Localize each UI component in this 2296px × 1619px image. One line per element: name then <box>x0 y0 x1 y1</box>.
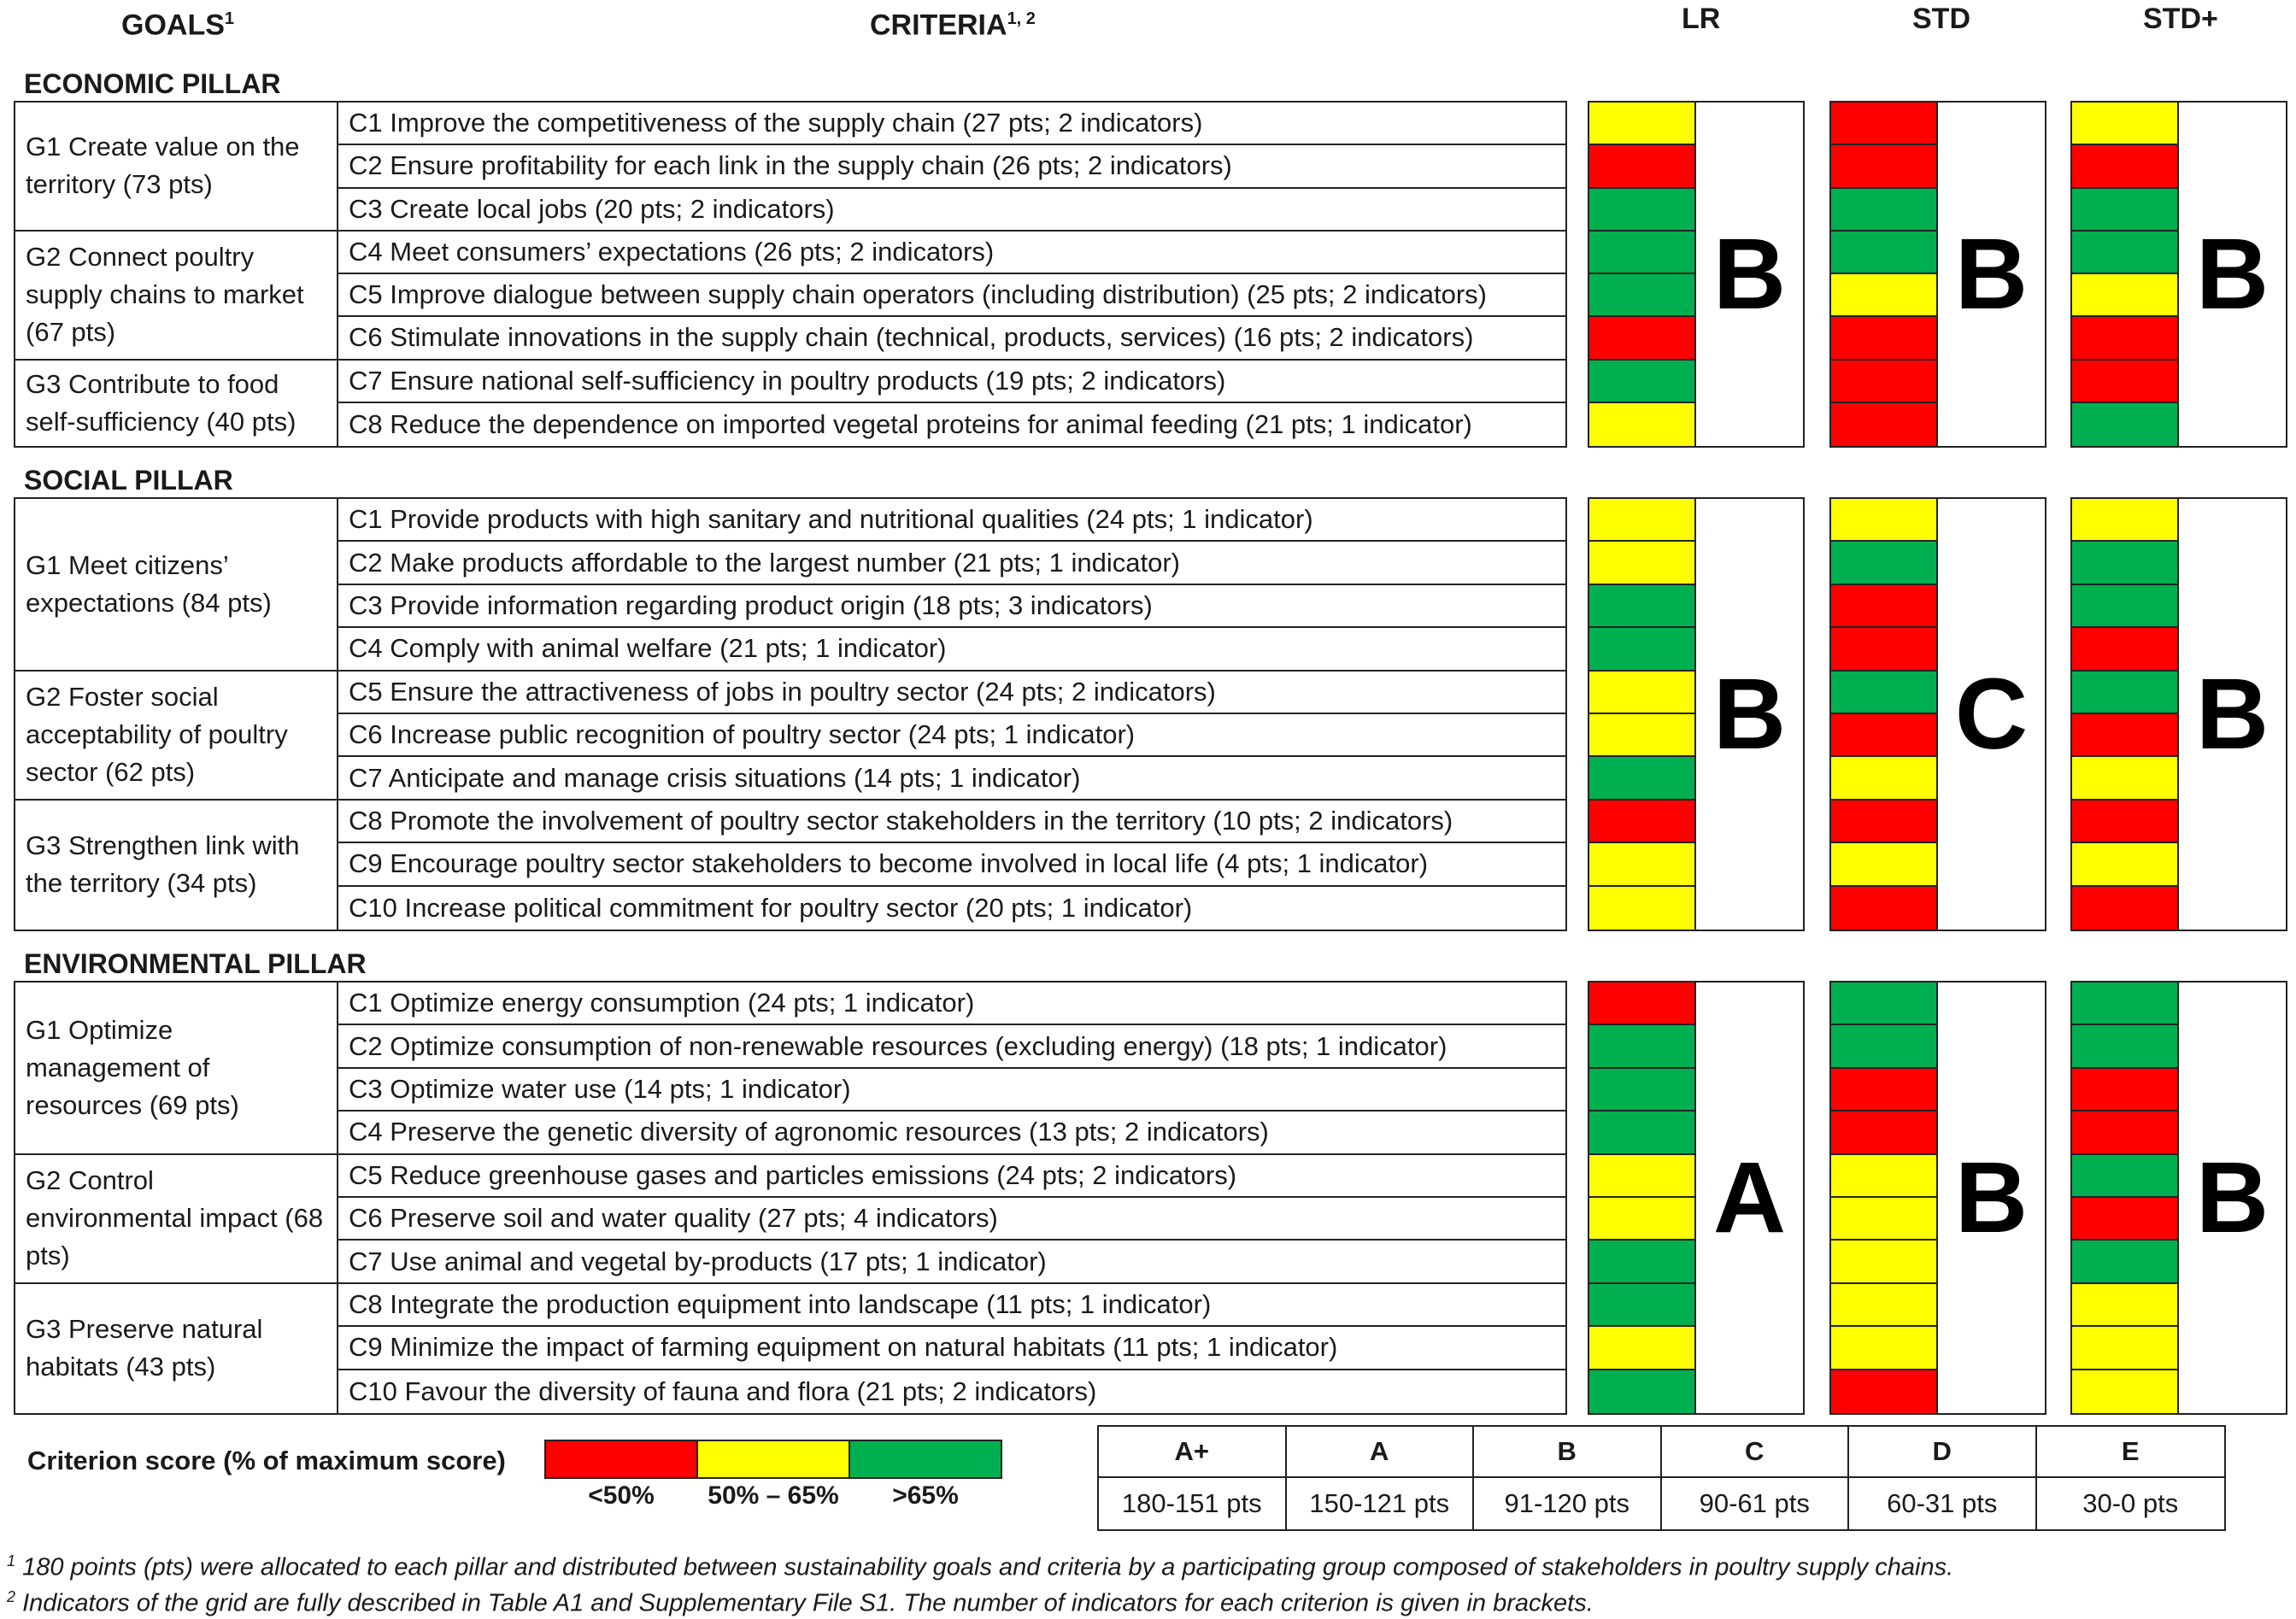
score-cell-yellow <box>2072 103 2179 145</box>
lr-score-column <box>1588 981 1805 1415</box>
grade-letter: C <box>1954 658 2029 771</box>
footnote-1: $^1$ 180 points (pts) were allocated to each pillar and distributed between sustainability goals and criteria by a participating group composed of stakeholders in poultry supply chains. <box>7 1552 1954 1581</box>
lr-header: LR <box>1682 3 1721 35</box>
pillar-title: ENVIRONMENTAL PILLAR <box>24 948 367 979</box>
legend-caption: 50% – 65% <box>708 1481 839 1510</box>
score-cell-green <box>1831 983 1938 1025</box>
score-cell-red <box>2072 361 2179 403</box>
grade-range: 60-31 pts <box>1849 1478 2037 1529</box>
score-cell-yellow <box>1589 887 1696 930</box>
grade-header: D <box>1849 1427 2037 1478</box>
score-cell-yellow <box>1831 274 1938 317</box>
std-score-column <box>1829 497 2046 931</box>
criterion-row: C7 Use animal and vegetal by-products (17 pts; 1 indicator) <box>338 1241 1565 1283</box>
score-cell-green <box>2072 983 2179 1025</box>
score-cell-red <box>1831 714 1938 757</box>
criterion-row: C4 Preserve the genetic diversity of agronomic resources (13 pts; 2 indicators) <box>338 1112 1565 1154</box>
grade-letter: B <box>1712 218 1787 331</box>
score-cell-green <box>2072 585 2179 628</box>
goal-cell: G1 Optimize management of resources (69 pts) <box>15 983 338 1155</box>
score-cell-red <box>1831 1370 1938 1413</box>
grade-header: A <box>1287 1427 1475 1478</box>
grade-range: 150-121 pts <box>1287 1478 1475 1529</box>
criterion-row: C2 Optimize consumption of non-renewable resources (excluding energy) (18 pts; 1 indicator) <box>338 1025 1565 1068</box>
goal-cell: G2 Foster social acceptability of poultry sector (62 pts) <box>15 672 338 801</box>
score-cell-red <box>1831 145 1938 188</box>
criterion-row: C6 Stimulate innovations in the supply chain (technical, products, services) (16 pts; 2 indicators) <box>338 317 1565 360</box>
score-cell-yellow <box>2072 757 2179 800</box>
legend-caption: >65% <box>892 1481 959 1510</box>
score-cell-green <box>1589 274 1696 317</box>
grade-letter: B <box>2195 658 2270 771</box>
score-cell-yellow <box>1831 1327 1938 1370</box>
score-cell-yellow <box>1831 1155 1938 1198</box>
score-cell-yellow <box>1589 542 1696 584</box>
grade-header: B <box>1474 1427 1662 1478</box>
criterion-row: C8 Promote the involvement of poultry sector stakeholders in the territory (10 pts; 2 indicators) <box>338 801 1565 843</box>
score-cell-red <box>2072 1198 2179 1241</box>
score-cell-red <box>1831 317 1938 360</box>
criterion-row: C1 Provide products with high sanitary and nutritional qualities (24 pts; 1 indicator) <box>338 499 1565 542</box>
grade-header: C <box>1662 1427 1850 1478</box>
score-cell-red <box>2072 887 2179 930</box>
score-cell-red <box>1831 361 1938 403</box>
score-cell-red <box>1589 983 1696 1025</box>
criterion-row: C5 Reduce greenhouse gases and particles emissions (24 pts; 2 indicators) <box>338 1155 1565 1198</box>
goal-cell: G3 Preserve natural habitats (43 pts) <box>15 1284 338 1413</box>
criterion-row: C2 Ensure profitability for each link in the supply chain (26 pts; 2 indicators) <box>338 145 1565 188</box>
score-cell-yellow <box>2072 1327 2179 1370</box>
grade-letter: B <box>1712 658 1787 771</box>
grade-range: 30-0 pts <box>2082 1488 2179 1518</box>
legend-label: Criterion score (% of maximum score) <box>27 1446 506 1475</box>
criterion-row: C10 Increase political commitment for poultry sector (20 pts; 1 indicator) <box>349 892 1193 923</box>
score-cell-yellow <box>1589 103 1696 145</box>
score-cell-green <box>2072 1241 2179 1283</box>
score-cell-red <box>1589 801 1696 843</box>
legend-swatch-green <box>849 1440 1002 1479</box>
grade-table <box>1097 1425 2226 1531</box>
score-cell-red <box>2072 628 2179 671</box>
criterion-row: C8 Reduce the dependence on imported vegetal proteins for animal feeding (21 pts; 1 indicator) <box>349 408 1472 439</box>
std-header: STD <box>1912 3 1970 35</box>
score-cell-green <box>2072 403 2179 446</box>
score-cell-green <box>2072 1025 2179 1068</box>
pillar-title: ECONOMIC PILLAR <box>24 68 281 99</box>
score-cell-yellow <box>1589 714 1696 757</box>
criterion-row: C9 Minimize the impact of farming equipment on natural habitats (11 pts; 1 indicator) <box>338 1327 1565 1370</box>
score-cell-green <box>1831 232 1938 274</box>
criterion-row: C4 Meet consumers’ expectations (26 pts; 2 indicators) <box>338 232 1565 274</box>
goal-cell: G3 Contribute to food self-sufficiency (40 pts) <box>15 361 338 447</box>
criterion-row: C1 Improve the competitiveness of the supply chain (27 pts; 2 indicators) <box>338 103 1565 145</box>
stdplus-score-column <box>2070 101 2287 448</box>
grade-letter: A <box>1712 1141 1787 1254</box>
criteria-table <box>14 497 1567 931</box>
criterion-row: C8 Integrate the production equipment into landscape (11 pts; 1 indicator) <box>338 1284 1565 1327</box>
score-cell-green <box>2072 189 2179 232</box>
std-score-column <box>1829 981 2046 1415</box>
score-cell-red <box>2072 1112 2179 1154</box>
criteria-table <box>14 981 1567 1415</box>
score-cell-red <box>1831 887 1938 930</box>
score-cell-yellow <box>1589 1155 1696 1198</box>
criteria-header: CRITERIA$^{1, 2}$ <box>870 9 1036 42</box>
score-cell-green <box>1831 542 1938 584</box>
score-cell-green <box>1589 1112 1696 1154</box>
score-cell-red <box>1589 317 1696 360</box>
score-cell-green <box>1589 1284 1696 1327</box>
score-cell-yellow <box>1589 1198 1696 1241</box>
score-cell-yellow <box>1831 757 1938 800</box>
score-cell-yellow <box>1589 843 1696 886</box>
score-cell-red <box>1831 403 1938 446</box>
goals-header: GOALS$^1$ <box>121 9 235 42</box>
score-cell-yellow <box>1589 1327 1696 1370</box>
score-cell-green <box>1589 757 1696 800</box>
score-cell-yellow <box>1831 1284 1938 1327</box>
score-cell-yellow <box>1589 672 1696 714</box>
score-cell-green <box>1589 1069 1696 1112</box>
grade-header: E <box>2037 1427 2225 1478</box>
criterion-row: C6 Preserve soil and water quality (27 pts; 4 indicators) <box>338 1198 1565 1241</box>
criterion-row: C1 Optimize energy consumption (24 pts; 1 indicator) <box>338 983 1565 1025</box>
score-cell-green <box>2072 232 2179 274</box>
score-cell-red <box>2072 145 2179 188</box>
grade-letter: B <box>1954 1141 2029 1254</box>
score-cell-green <box>2072 1155 2179 1198</box>
score-cell-yellow <box>1589 499 1696 542</box>
score-cell-green <box>1589 189 1696 232</box>
score-cell-red <box>1831 628 1938 671</box>
criterion-row: C5 Improve dialogue between supply chain operators (including distribution) (25 pts; 2 indicators) <box>338 274 1565 317</box>
goal-cell: G3 Strengthen link with the territory (34 pts) <box>15 801 338 930</box>
goal-cell: G1 Create value on the territory (73 pts) <box>15 103 338 232</box>
legend-caption: <50% <box>588 1481 655 1510</box>
goal-cell: G2 Control environmental impact (68 pts) <box>15 1155 338 1284</box>
score-cell-green <box>1589 1241 1696 1283</box>
stdplus-header: STD+ <box>2143 3 2218 35</box>
footnote-2: $^2$ Indicators of the grid are fully described in Table A1 and Supplementary File S1. The number of indicators for each criterion is given in brackets. <box>7 1588 1594 1617</box>
score-cell-yellow <box>1831 1198 1938 1241</box>
grade-letter: B <box>1954 218 2029 331</box>
score-cell-green <box>1589 232 1696 274</box>
score-cell-red <box>1831 1112 1938 1154</box>
grade-letter: B <box>2195 1141 2270 1254</box>
score-cell-red <box>1831 1069 1938 1112</box>
score-cell-yellow <box>1831 843 1938 886</box>
score-cell-yellow <box>2072 843 2179 886</box>
legend-swatch-red <box>544 1440 698 1479</box>
criterion-row: C9 Encourage poultry sector stakeholders to become involved in local life (4 pts; 1 indicator) <box>338 843 1565 886</box>
criterion-row: C7 Ensure national self-sufficiency in poultry products (19 pts; 2 indicators) <box>338 361 1565 403</box>
score-cell-red <box>2072 1069 2179 1112</box>
score-cell-green <box>1589 628 1696 671</box>
score-cell-yellow <box>1589 403 1696 446</box>
criterion-row: C5 Ensure the attractiveness of jobs in poultry sector (24 pts; 2 indicators) <box>338 672 1565 714</box>
score-cell-green <box>1831 189 1938 232</box>
lr-score-column <box>1588 101 1805 448</box>
criterion-row: C2 Make products affordable to the largest number (21 pts; 1 indicator) <box>338 542 1565 584</box>
score-cell-red <box>1589 145 1696 188</box>
criterion-row: C7 Anticipate and manage crisis situations (14 pts; 1 indicator) <box>338 757 1565 800</box>
score-cell-red <box>2072 714 2179 757</box>
score-cell-green <box>1589 1370 1696 1413</box>
score-cell-green <box>1589 585 1696 628</box>
score-cell-green <box>1831 672 1938 714</box>
score-cell-green <box>1831 1025 1938 1068</box>
score-cell-yellow <box>1831 499 1938 542</box>
score-cell-yellow <box>2072 1284 2179 1327</box>
score-cell-red <box>2072 801 2179 843</box>
grade-header: A+ <box>1099 1427 1287 1478</box>
std-score-column <box>1829 101 2046 448</box>
goal-cell: G2 Connect poultry supply chains to market (67 pts) <box>15 232 338 361</box>
score-cell-yellow <box>2072 499 2179 542</box>
criteria-table <box>14 101 1567 448</box>
lr-score-column <box>1588 497 1805 931</box>
criterion-row: C3 Provide information regarding product origin (18 pts; 3 indicators) <box>338 585 1565 628</box>
score-cell-green <box>2072 542 2179 584</box>
grade-range: 180-151 pts <box>1099 1478 1287 1529</box>
grade-letter: B <box>2195 218 2270 331</box>
pillar-title: SOCIAL PILLAR <box>24 465 233 496</box>
criterion-row: C3 Optimize water use (14 pts; 1 indicator) <box>338 1069 1565 1112</box>
score-cell-red <box>1831 585 1938 628</box>
score-cell-red <box>1831 103 1938 145</box>
stdplus-score-column <box>2070 981 2287 1415</box>
score-cell-yellow <box>1831 1241 1938 1283</box>
goal-cell: G1 Meet citizens’ expectations (84 pts) <box>15 499 338 672</box>
score-cell-red <box>1831 801 1938 843</box>
score-cell-red <box>2072 317 2179 360</box>
score-cell-green <box>1589 361 1696 403</box>
score-cell-yellow <box>2072 274 2179 317</box>
grade-range: 91-120 pts <box>1474 1478 1662 1529</box>
score-cell-yellow <box>2072 1370 2179 1413</box>
stdplus-score-column <box>2070 497 2287 931</box>
criterion-row: C4 Comply with animal welfare (21 pts; 1 indicator) <box>338 628 1565 671</box>
criterion-row: C10 Favour the diversity of fauna and flora (21 pts; 2 indicators) <box>349 1376 1097 1406</box>
grade-range: 90-61 pts <box>1662 1478 1850 1529</box>
legend-swatch-yellow <box>696 1440 850 1479</box>
criterion-row: C3 Create local jobs (20 pts; 2 indicators) <box>338 189 1565 232</box>
score-cell-green <box>2072 672 2179 714</box>
criterion-row: C6 Increase public recognition of poultry sector (24 pts; 1 indicator) <box>338 714 1565 757</box>
score-cell-green <box>1589 1025 1696 1068</box>
